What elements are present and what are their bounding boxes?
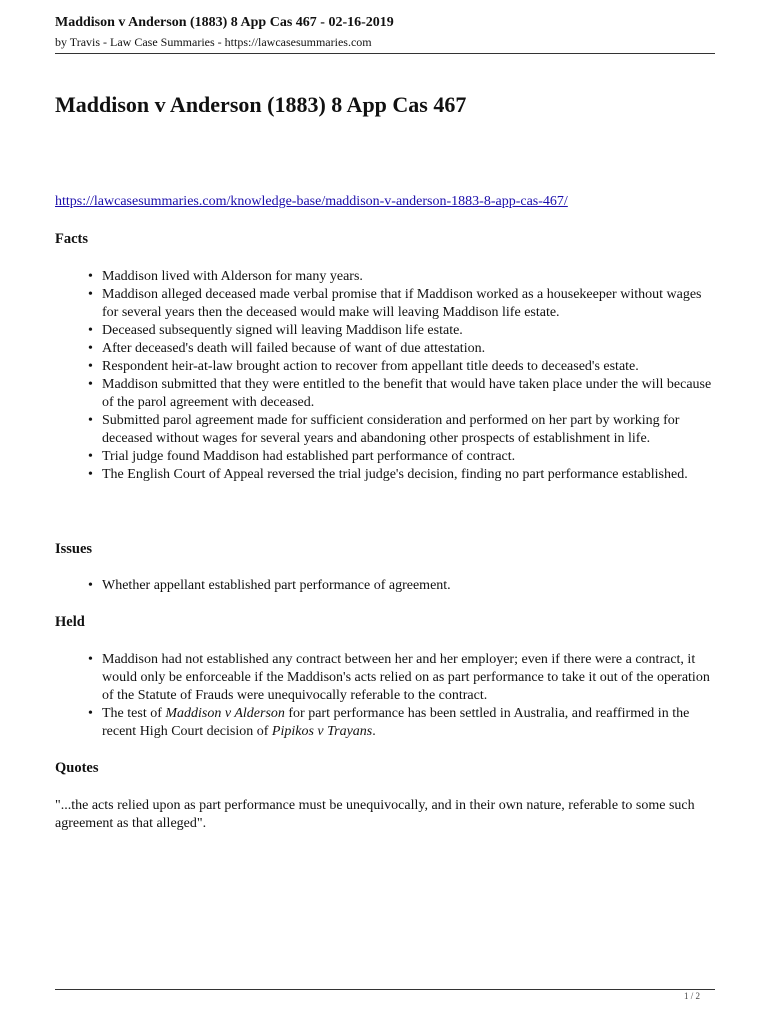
header-title: Maddison v Anderson (1883) 8 App Cas 467 - 02-16-2019: [55, 15, 394, 30]
list-item: • Submitted parol agreement made for sufficient consideration and performed on her part by working for deceased without wages for several years and abandoning other prospects of establishment in life.: [55, 412, 715, 448]
case-name: Maddison v Alderson: [165, 706, 285, 721]
facts-heading: Facts: [55, 231, 89, 247]
page-title: Maddison v Anderson (1883) 8 App Cas 467: [55, 92, 467, 117]
facts-list: [55, 268, 715, 484]
held-list: [55, 651, 715, 741]
footer-divider: [55, 989, 715, 990]
list-item: • After deceased's death will failed because of want of due attestation.: [55, 340, 715, 358]
list-item: • Trial judge found Maddison had established part performance of contract.: [55, 448, 715, 466]
list-item: • Maddison lived with Alderson for many years.: [55, 268, 715, 286]
header-divider: [55, 53, 715, 54]
list-item: • Respondent heir-at-law brought action to recover from appellant title deeds to deceased's estate.: [55, 358, 715, 376]
issues-heading: Issues: [55, 541, 93, 557]
list-item: • The English Court of Appeal reversed the trial judge's decision, finding no part performance established.: [55, 466, 715, 484]
facts-section: [55, 231, 715, 484]
list-item: • Maddison had not established any contract between her and her employer; even if there were a contract, it would only be enforceable if the Maddison's acts relied on as part performance to take it out of the operation of the Statute of Frauds were unequivocally referable to the contract.: [55, 651, 715, 705]
held-text-part1: The test of: [102, 706, 166, 721]
header-byline: by Travis - Law Case Summaries - https://lawcasesummaries.com: [55, 35, 372, 49]
list-item: • Whether appellant established part performance of agreement.: [55, 577, 715, 595]
held-text-part2: for part performance has been settled in Australia, and reaffirmed in the recent High Court decision of: [102, 706, 690, 739]
list-item: • Maddison submitted that they were entitled to the benefit that would have taken place under the will because of the parol agreement with deceased.: [55, 376, 715, 412]
held-heading: Held: [55, 614, 85, 630]
issues-section: [55, 541, 715, 595]
page-number: 1 / 2: [683, 991, 700, 1001]
held-section: [55, 614, 715, 741]
case-name: Pipikos v Trayans: [271, 724, 373, 739]
issues-list: [55, 577, 715, 595]
held-text-part3: .: [372, 724, 376, 739]
list-item: • Maddison alleged deceased made verbal promise that if Maddison worked as a housekeeper without wages for several years then the deceased would make will leaving Maddison life estate.: [55, 286, 715, 322]
quotes-section: [55, 760, 715, 833]
list-item: [55, 705, 715, 741]
quote-text: "...the acts relied upon as part performance must be unequivocally, and in their own nature, referable to some such agreement as that alleged".: [55, 798, 695, 831]
source-link[interactable]: https://lawcasesummaries.com/knowledge-base/maddison-v-anderson-1883-8-app-cas-467/: [55, 194, 568, 209]
list-item: • Deceased subsequently signed will leaving Maddison life estate.: [55, 322, 715, 340]
quotes-heading: Quotes: [55, 760, 99, 776]
